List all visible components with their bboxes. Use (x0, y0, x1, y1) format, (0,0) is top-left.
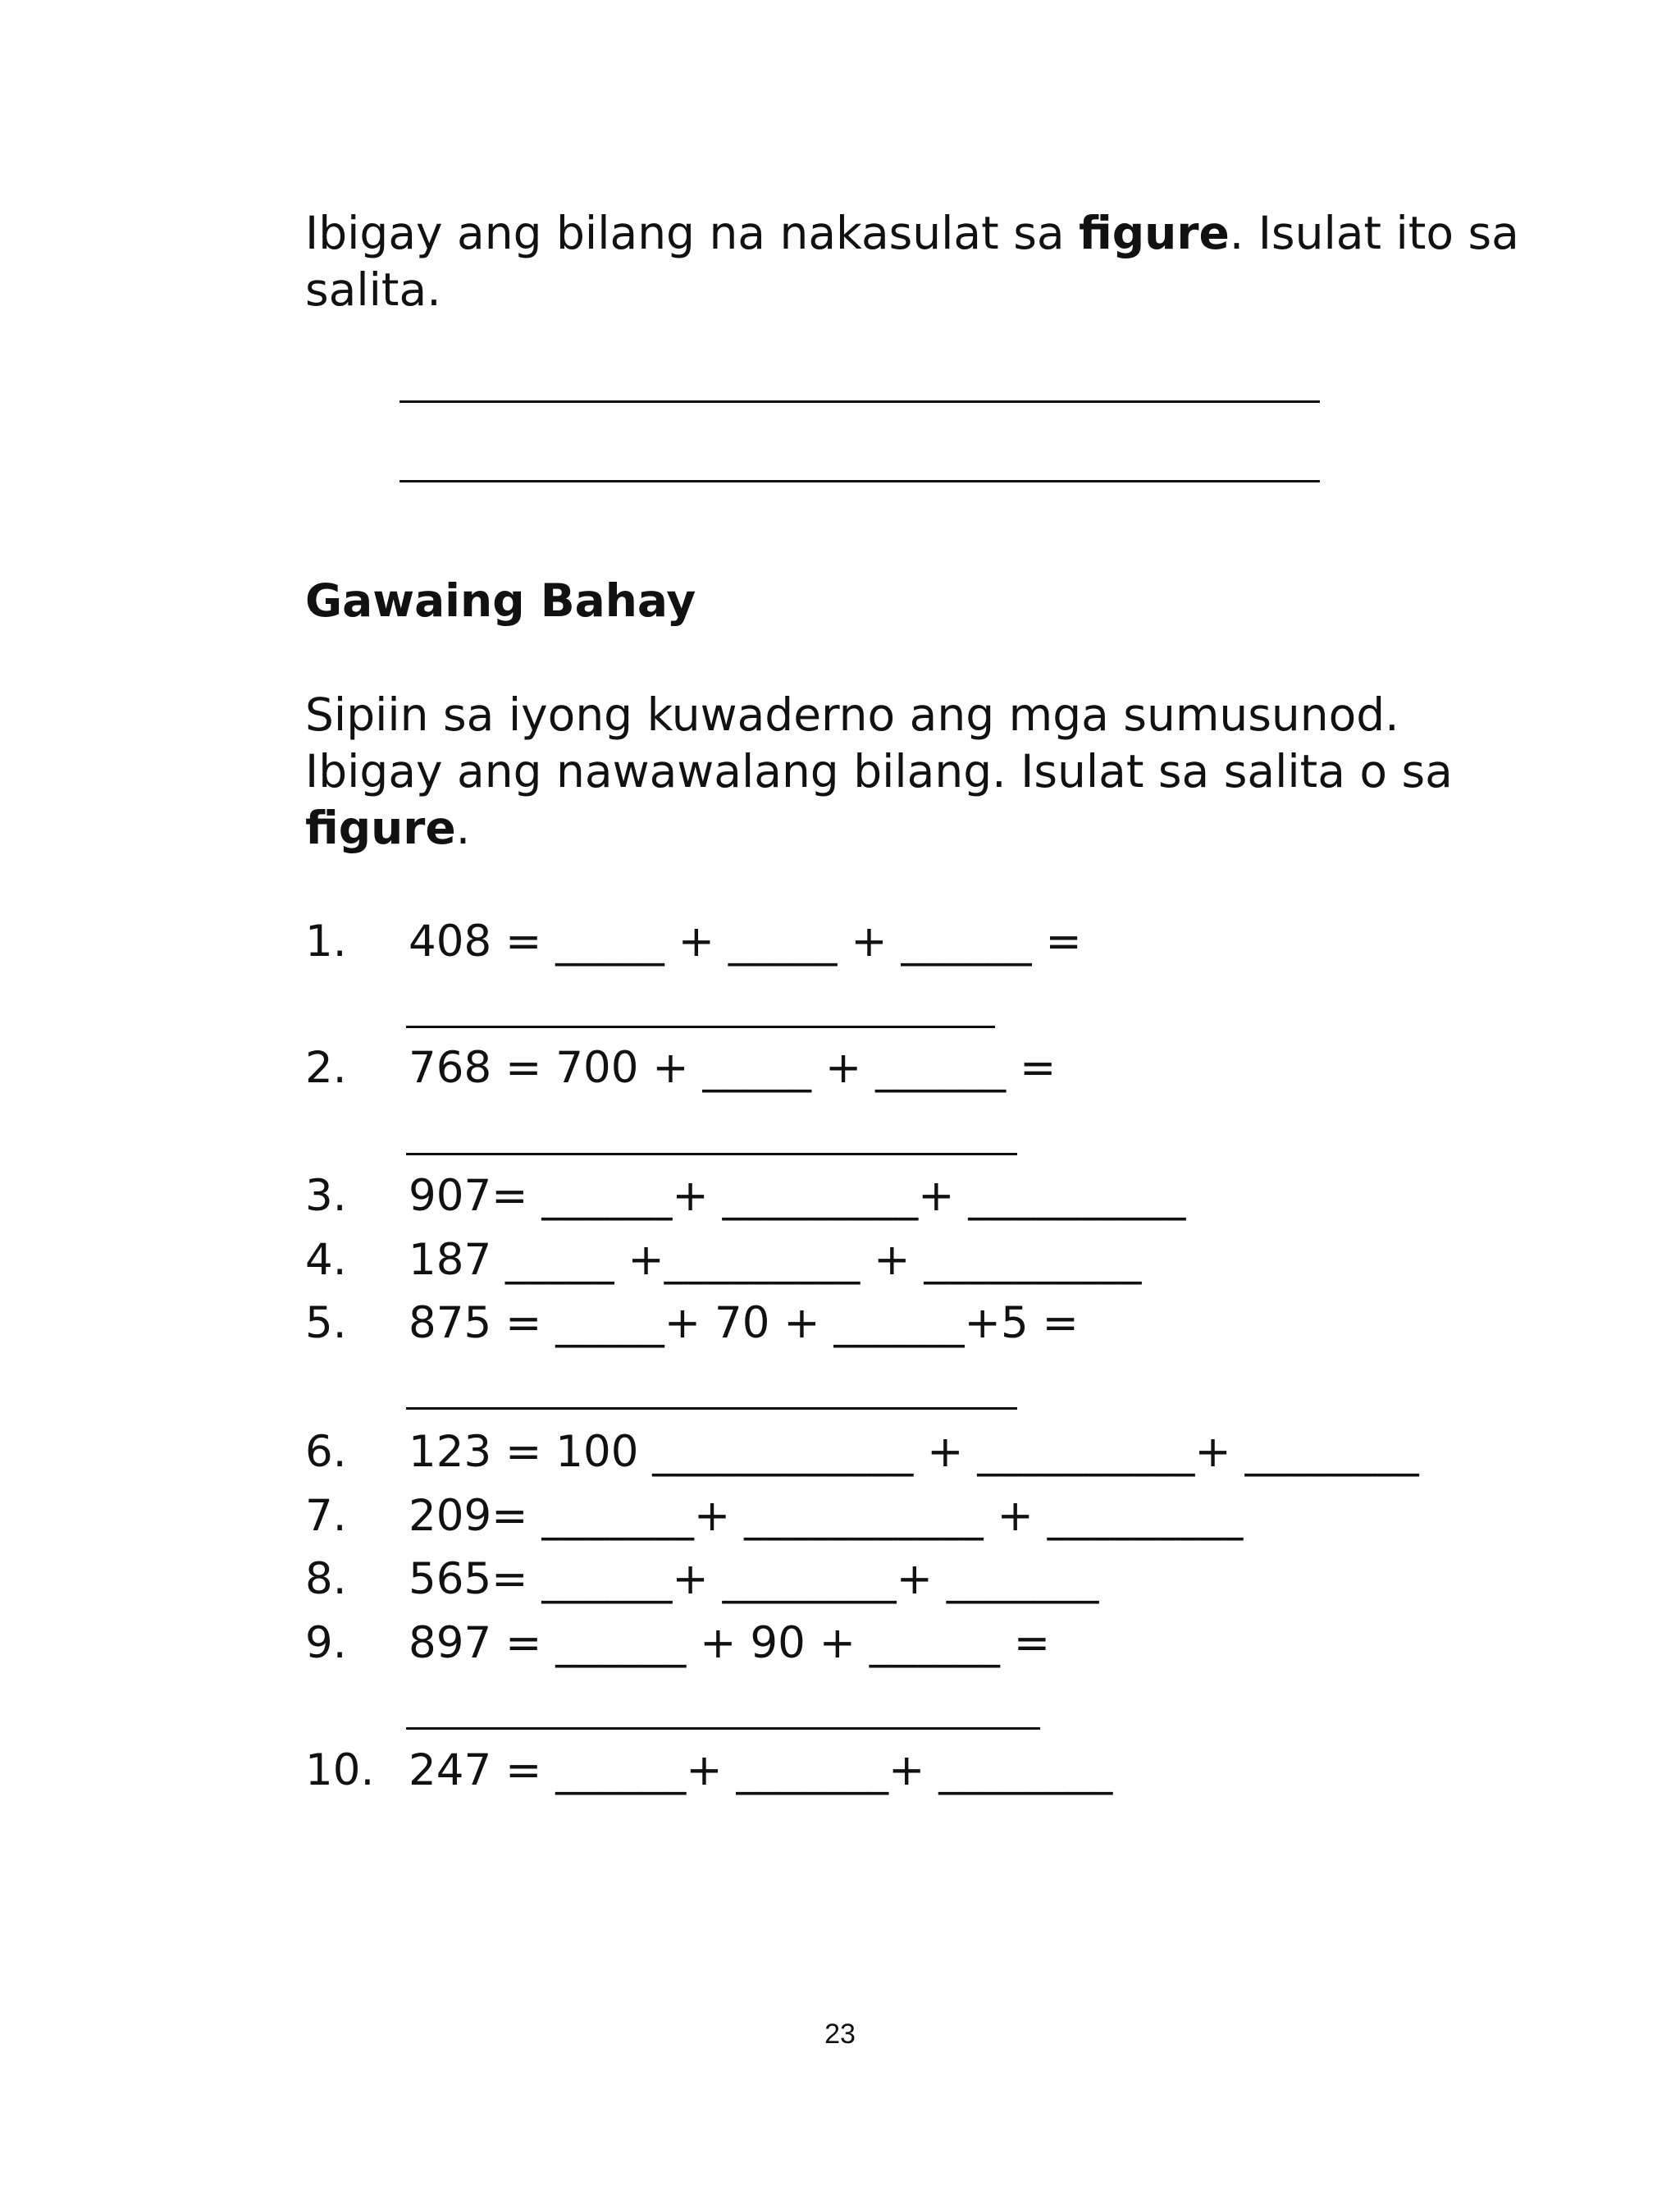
item-number: 6. (305, 1427, 347, 1477)
item-equation: 897 = ______ + 90 + ______ = (409, 1618, 1051, 1668)
intro-text-before: Ibigay ang bilang na nakasulat sa (305, 207, 1080, 259)
item-equation: 209= _______+ ___________ + _________ (409, 1491, 1244, 1541)
item-equation: 408 = _____ + _____ + ______ = (409, 917, 1082, 967)
answer-line-1 (399, 400, 1320, 403)
intro-line-1 (305, 205, 1519, 262)
intro-line-2: salita. (305, 263, 441, 316)
instruction-end: . (455, 802, 471, 854)
answer-line-2 (399, 480, 1320, 482)
page-number: 23 (824, 2019, 856, 2050)
intro-paragraph (305, 205, 1519, 318)
item-9-answer-line (406, 1727, 1040, 1730)
item-number: 5. (305, 1298, 347, 1348)
instruction-line-3 (305, 800, 1453, 857)
item-number: 8. (305, 1554, 347, 1604)
item-number: 1. (305, 917, 347, 967)
item-equation: 768 = 700 + _____ + ______ = (409, 1043, 1057, 1093)
item-number: 10. (305, 1745, 375, 1795)
item-number: 2. (305, 1043, 347, 1093)
item-equation: 187 _____ +_________ + __________ (409, 1235, 1142, 1285)
item-number: 3. (305, 1171, 347, 1221)
homework-instructions (305, 687, 1453, 857)
instruction-line-2: Ibigay ang nawawalang bilang. Isulat sa salita o sa (305, 745, 1453, 798)
section-heading: Gawaing Bahay (305, 574, 696, 627)
item-equation: 875 = _____+ 70 + ______+5 = (409, 1298, 1079, 1348)
item-equation: 123 = 100 ____________ + __________+ ________ (409, 1427, 1419, 1477)
item-equation: 565= ______+ ________+ _______ (409, 1554, 1099, 1604)
item-equation: 247 = ______+ _______+ ________ (409, 1745, 1113, 1795)
item-number: 9. (305, 1618, 347, 1668)
instruction-line-1: Sipiin sa iyong kuwaderno ang mga sumusunod. (305, 688, 1399, 741)
item-number: 7. (305, 1491, 347, 1541)
instruction-bold-word: figure (305, 802, 456, 854)
intro-bold-word: figure (1079, 207, 1230, 259)
item-equation: 907= ______+ _________+ __________ (409, 1171, 1186, 1221)
item-1-answer-line (406, 1026, 995, 1028)
item-number: 4. (305, 1235, 347, 1285)
item-2-answer-line (406, 1153, 1017, 1155)
intro-text-after: . Isulat ito sa (1229, 207, 1519, 259)
item-5-answer-line (406, 1407, 1017, 1410)
